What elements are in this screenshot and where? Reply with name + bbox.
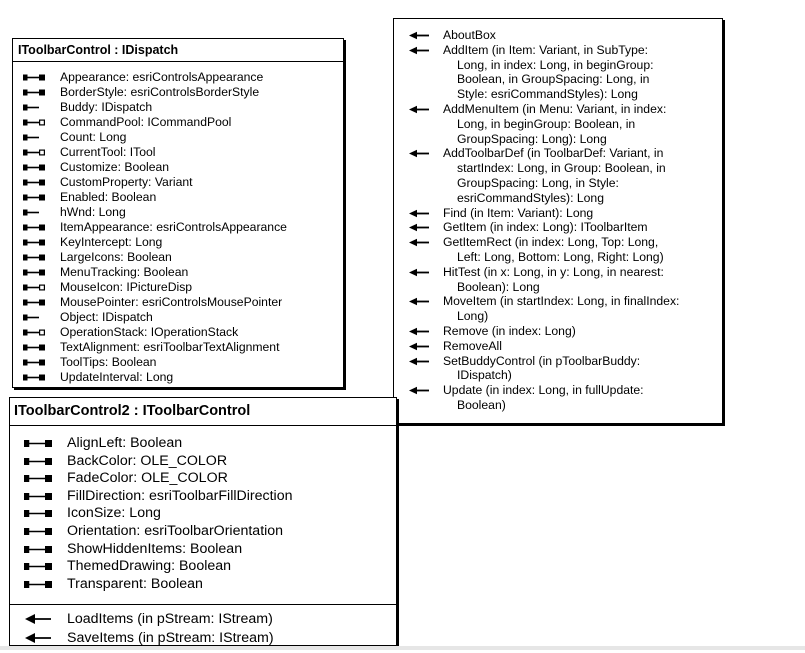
read-write-property-icon — [24, 576, 52, 594]
property-label: Orientation: esriToolbarOrientation — [67, 522, 284, 539]
read-write-property-icon — [24, 470, 52, 488]
property-row — [10, 488, 396, 506]
property-label: ItemAppearance: esriControlsAppearance — [60, 220, 287, 234]
method-row — [10, 610, 396, 629]
read-write-property-icon — [24, 541, 52, 559]
property-row — [10, 541, 396, 559]
property-label: FillDirection: esriToolbarFillDirection — [67, 487, 293, 504]
method-signature: LoadItems (in pStream: IStream) — [67, 611, 273, 627]
method-row — [394, 383, 722, 413]
read-write-property-icon — [23, 235, 45, 250]
method-arrow-icon — [408, 354, 430, 369]
read-write-property-icon — [24, 505, 52, 523]
property-row — [13, 205, 343, 220]
read-write-property-icon — [24, 558, 52, 576]
method-signature-continued: GroupSpacing: Long, in Style: — [457, 175, 619, 190]
itoolbarcontrol2-interface-box — [9, 397, 397, 646]
property-row — [13, 235, 343, 250]
property-label: KeyIntercept: Long — [60, 235, 163, 249]
method-signature: GetItemRect (in index: Long, Top: Long, — [443, 235, 659, 250]
property-label: Object: IDispatch — [60, 310, 153, 324]
read-write-property-icon — [24, 435, 52, 453]
property-row — [13, 85, 343, 100]
method-row — [394, 43, 722, 102]
property-row — [10, 453, 396, 471]
read-write-property-icon — [24, 488, 52, 506]
method-signature: HitTest (in x: Long, in y: Long, in nearest: — [443, 264, 664, 279]
method-signature: SetBuddyControl (in pToolbarBuddy: — [443, 353, 641, 368]
method-arrow-icon — [408, 235, 430, 250]
property-row — [13, 160, 343, 175]
read-write-property-icon — [23, 160, 45, 175]
property-label: LargeIcons: Boolean — [60, 250, 172, 264]
method-signature-continued: IDispatch) — [457, 368, 512, 383]
method-signature-continued: Long, in beginGroup: Boolean, in — [457, 116, 636, 131]
put-by-ref-property-icon — [23, 280, 45, 295]
property-row — [13, 295, 343, 310]
read-write-property-icon — [24, 523, 52, 541]
property-label: BackColor: OLE_COLOR — [67, 452, 228, 469]
method-signature: AddToolbarDef (in ToolbarDef: Variant, in — [443, 146, 664, 161]
read-write-property-icon — [24, 453, 52, 471]
read-write-property-icon — [23, 175, 45, 190]
method-arrow-icon — [408, 28, 430, 43]
method-signature-continued: Boolean): Long — [457, 279, 540, 294]
method-arrow-icon — [408, 265, 430, 280]
method-arrow-icon — [408, 324, 430, 339]
method-list — [394, 19, 722, 413]
read-write-property-icon — [23, 220, 45, 235]
method-signature: RemoveAll — [443, 338, 502, 353]
property-row — [13, 115, 343, 130]
property-label: Enabled: Boolean — [60, 190, 157, 204]
read-write-property-icon — [23, 265, 45, 280]
method-signature-continued: Long) — [457, 309, 489, 324]
property-label: ThemedDrawing: Boolean — [67, 558, 232, 575]
read-only-property-icon — [23, 100, 45, 115]
put-by-ref-property-icon — [23, 325, 45, 340]
property-row — [13, 310, 343, 325]
method-arrow-icon — [408, 220, 430, 235]
read-only-property-icon — [23, 310, 45, 325]
itoolbarcontrol-methods-box — [393, 18, 723, 424]
property-label: Buddy: IDispatch — [60, 100, 153, 114]
property-label: Customize: Boolean — [60, 160, 170, 174]
bottom-edge-strip — [0, 646, 805, 650]
property-label: ToolTips: Boolean — [60, 355, 157, 369]
read-write-property-icon — [23, 370, 45, 385]
property-row — [13, 220, 343, 235]
property-label: FadeColor: OLE_COLOR — [67, 470, 228, 487]
method-signature-continued: Left: Long, Bottom: Long, Right: Long) — [457, 249, 664, 264]
property-label: Transparent: Boolean — [67, 575, 203, 592]
method-row — [394, 28, 722, 43]
method-arrow-icon — [408, 146, 430, 161]
property-row — [13, 100, 343, 115]
method-signature-continued: GroupSpacing: Long): Long — [457, 131, 607, 146]
method-signature-continued: Boolean) — [457, 397, 506, 412]
read-only-property-icon — [23, 205, 45, 220]
property-row — [13, 250, 343, 265]
itoolbarcontrol-interface-box — [12, 38, 344, 388]
property-row — [10, 523, 396, 541]
method-arrow-icon — [408, 339, 430, 354]
property-row — [10, 576, 396, 594]
property-label: UpdateInterval: Long — [60, 370, 174, 384]
method-row — [394, 294, 722, 324]
property-row — [13, 130, 343, 145]
property-label: AlignLeft: Boolean — [67, 435, 183, 451]
property-label: Appearance: esriControlsAppearance — [60, 70, 264, 84]
read-write-property-icon — [23, 340, 45, 355]
property-row — [13, 145, 343, 160]
method-signature-continued: startIndex: Long, in Group: Boolean, in — [457, 161, 666, 176]
method-arrow-icon — [408, 43, 430, 58]
method-signature-continued: Boolean, in GroupSpacing: Long, in — [457, 72, 650, 87]
property-row — [13, 70, 343, 85]
property-label: CurrentTool: ITool — [60, 145, 156, 159]
property-label: CustomProperty: Variant — [60, 175, 193, 189]
read-write-property-icon — [23, 250, 45, 265]
put-by-ref-property-icon — [23, 115, 45, 130]
property-label: MousePointer: esriControlsMousePointer — [60, 295, 283, 309]
property-label: IconSize: Long — [67, 505, 161, 522]
interface-title: IToolbarControl2 : IToolbarControl — [10, 398, 396, 426]
method-signature: GetItem (in index: Long): IToolbarItem — [443, 220, 648, 235]
property-row — [13, 340, 343, 355]
property-label: CommandPool: ICommandPool — [60, 115, 232, 129]
method-signature: SaveItems (in pStream: IStream) — [67, 630, 274, 646]
method-row — [394, 102, 722, 146]
property-label: BorderStyle: esriControlsBorderStyle — [60, 85, 260, 99]
method-arrow-icon — [408, 206, 430, 221]
put-by-ref-property-icon — [23, 145, 45, 160]
property-row — [13, 280, 343, 295]
method-signature: AddItem (in Item: Variant, in SubType: — [443, 42, 649, 57]
property-row — [10, 435, 396, 453]
method-arrow-icon — [408, 294, 430, 309]
method-signature: AddMenuItem (in Menu: Variant, in index: — [443, 101, 667, 116]
method-signature: Update (in index: Long, in fullUpdate: — [443, 383, 644, 398]
method-row — [394, 339, 722, 354]
property-label: hWnd: Long — [60, 205, 126, 219]
method-row — [394, 206, 722, 221]
method-row — [394, 235, 722, 265]
property-row — [13, 175, 343, 190]
property-list — [10, 426, 396, 604]
property-label: MouseIcon: IPictureDisp — [60, 280, 193, 294]
method-signature: Remove (in index: Long) — [443, 323, 576, 338]
read-write-property-icon — [23, 355, 45, 370]
read-write-property-icon — [23, 190, 45, 205]
property-row — [10, 558, 396, 576]
interface-title: IToolbarControl : IDispatch — [13, 39, 343, 62]
method-signature: MoveItem (in startIndex: Long, in finalIndex: — [443, 294, 680, 309]
property-label: TextAlignment: esriToolbarTextAlignment — [60, 340, 280, 354]
property-list — [13, 62, 343, 385]
method-row — [394, 220, 722, 235]
method-signature-continued: esriCommandStyles): Long — [457, 190, 604, 205]
property-row — [10, 470, 396, 488]
property-label: OperationStack: IOperationStack — [60, 325, 239, 339]
method-signature: AboutBox — [443, 28, 496, 42]
method-row — [394, 324, 722, 339]
method-signature-continued: Long, in index: Long, in beginGroup: — [457, 57, 654, 72]
property-row — [10, 505, 396, 523]
property-row — [13, 370, 343, 385]
method-row — [394, 146, 722, 205]
method-arrow-icon — [408, 102, 430, 117]
read-write-property-icon — [23, 85, 45, 100]
method-arrow-icon — [24, 610, 52, 629]
method-signature: Find (in Item: Variant): Long — [443, 205, 594, 220]
property-row — [13, 325, 343, 340]
property-label: ShowHiddenItems: Boolean — [67, 540, 243, 557]
property-row — [13, 355, 343, 370]
property-row — [13, 190, 343, 205]
method-signature-continued: Style: esriCommandStyles): Long — [457, 87, 638, 102]
read-only-property-icon — [23, 130, 45, 145]
method-row — [394, 354, 722, 384]
method-row — [394, 265, 722, 295]
property-row — [13, 265, 343, 280]
property-label: MenuTracking: Boolean — [60, 265, 189, 279]
read-write-property-icon — [23, 295, 45, 310]
method-list — [10, 604, 396, 648]
property-label: Count: Long — [60, 130, 127, 144]
read-write-property-icon — [23, 70, 45, 85]
method-arrow-icon — [408, 383, 430, 398]
